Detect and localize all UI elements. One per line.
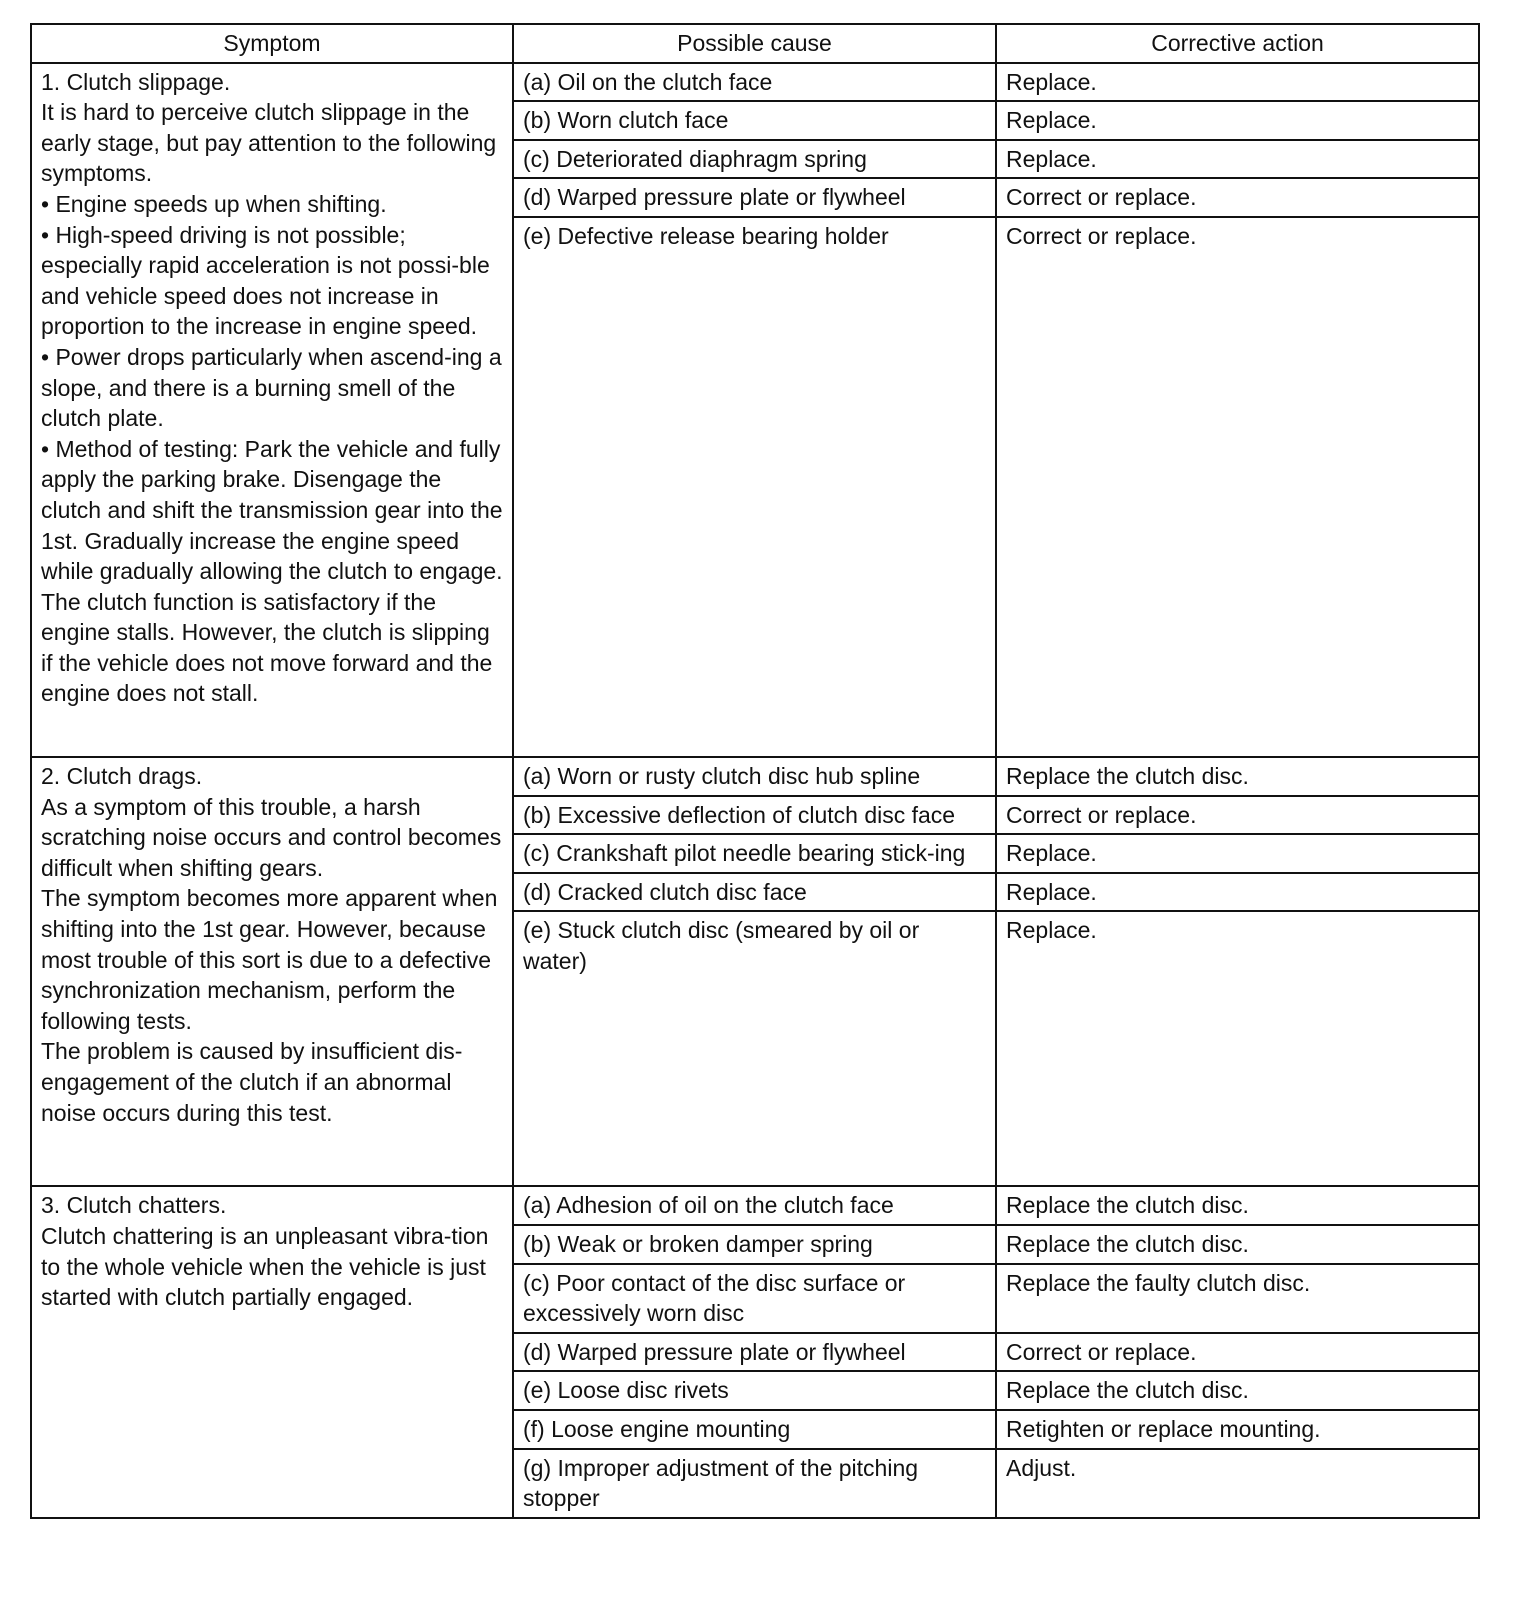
corrective-action-cell: Replace the clutch disc.: [996, 1225, 1479, 1264]
table-row: [31, 1186, 1479, 1225]
corrective-action-cell: Replace.: [996, 873, 1479, 912]
corrective-action-cell: Adjust.: [996, 1449, 1479, 1518]
possible-cause-cell: (c) Crankshaft pilot needle bearing stick-ing: [513, 834, 996, 873]
symptom-cell: [31, 757, 513, 1186]
header-row: [31, 24, 1479, 63]
symptom-text: • Engine speeds up when shifting.: [41, 190, 387, 217]
header-possible-cause: Possible cause: [513, 24, 996, 63]
symptom-title: 2. Clutch drags.: [41, 762, 203, 789]
possible-cause-cell: (e) Stuck clutch disc (smeared by oil or water): [513, 911, 996, 1186]
symptom-cell: [31, 1186, 513, 1517]
table-row: [31, 63, 1479, 102]
symptom-title: 1. Clutch slippage.: [41, 68, 231, 95]
possible-cause-cell: (d) Cracked clutch disc face: [513, 873, 996, 912]
corrective-action-cell: Replace.: [996, 834, 1479, 873]
corrective-action-cell: Replace the clutch disc.: [996, 1186, 1479, 1225]
symptom-text: The problem is caused by insufficient dis-engagement of the clutch if an abnormal noise occurs during this test.: [41, 1038, 463, 1126]
table-row: [31, 757, 1479, 796]
header-corrective-action: Corrective action: [996, 24, 1479, 63]
corrective-action-cell: Replace.: [996, 140, 1479, 179]
possible-cause-cell: (g) Improper adjustment of the pitching stopper: [513, 1449, 996, 1518]
corrective-action-cell: Correct or replace.: [996, 217, 1479, 757]
possible-cause-cell: (d) Warped pressure plate or flywheel: [513, 1333, 996, 1372]
possible-cause-cell: (b) Weak or broken damper spring: [513, 1225, 996, 1264]
corrective-action-cell: Correct or replace.: [996, 1333, 1479, 1372]
corrective-action-cell: Replace.: [996, 101, 1479, 140]
corrective-action-cell: Replace the clutch disc.: [996, 1371, 1479, 1410]
troubleshooting-table: [30, 23, 1480, 1519]
symptom-text: As a symptom of this trouble, a harsh scratching noise occurs and control becomes difficult when shifting gears.: [41, 793, 502, 881]
symptom-text: Clutch chattering is an unpleasant vibra-tion to the whole vehicle when the vehicle is just started with clutch partially engaged.: [41, 1222, 489, 1311]
corrective-action-cell: Replace.: [996, 911, 1479, 1186]
possible-cause-cell: (e) Loose disc rivets: [513, 1371, 996, 1410]
possible-cause-cell: (d) Warped pressure plate or flywheel: [513, 178, 996, 217]
corrective-action-cell: Replace the clutch disc.: [996, 757, 1479, 796]
possible-cause-cell: (a) Worn or rusty clutch disc hub spline: [513, 757, 996, 796]
possible-cause-cell: (c) Poor contact of the disc surface or excessively worn disc: [513, 1264, 996, 1333]
corrective-action-cell: Retighten or replace mounting.: [996, 1410, 1479, 1449]
possible-cause-cell: (c) Deteriorated diaphragm spring: [513, 140, 996, 179]
corrective-action-cell: Replace the faulty clutch disc.: [996, 1264, 1479, 1333]
table-body: [31, 63, 1479, 1518]
possible-cause-cell: (a) Adhesion of oil on the clutch face: [513, 1186, 996, 1225]
symptom-text: • Power drops particularly when ascend-ing a slope, and there is a burning smell of the clutch plate.: [41, 343, 502, 432]
possible-cause-cell: (b) Excessive deflection of clutch disc face: [513, 796, 996, 835]
symptom-title: 3. Clutch chatters.: [41, 1192, 227, 1219]
symptom-text: The symptom becomes more apparent when shifting into the 1st gear. However, because most trouble of this sort is due to a defective synchronization mechanism, perform the following tests.: [41, 885, 498, 1034]
possible-cause-cell: (e) Defective release bearing holder: [513, 217, 996, 757]
corrective-action-cell: Replace.: [996, 63, 1479, 102]
corrective-action-cell: Correct or replace.: [996, 796, 1479, 835]
symptom-text: • Method of testing: Park the vehicle and fully apply the parking brake. Disengage the clutch and shift the transmission gear into the 1st. Gradually increase the engine speed while gradually allowing the clutch to engage. The clutch function is satisfactory if the engine stalls. However, the clutch is slipping if the vehicle does not move forward and the engine does not stall.: [41, 435, 503, 707]
symptom-text: It is hard to perceive clutch slippage in the early stage, but pay attention to the following symptoms.: [41, 99, 497, 187]
corrective-action-cell: Correct or replace.: [996, 178, 1479, 217]
symptom-text: • High-speed driving is not possible; especially rapid acceleration is not possi-ble and vehicle speed does not increase in proportion to the increase in engine speed.: [41, 221, 490, 340]
header-symptom: Symptom: [31, 24, 513, 63]
possible-cause-cell: (f) Loose engine mounting: [513, 1410, 996, 1449]
possible-cause-cell: (a) Oil on the clutch face: [513, 63, 996, 102]
possible-cause-cell: (b) Worn clutch face: [513, 101, 996, 140]
symptom-cell: [31, 63, 513, 757]
